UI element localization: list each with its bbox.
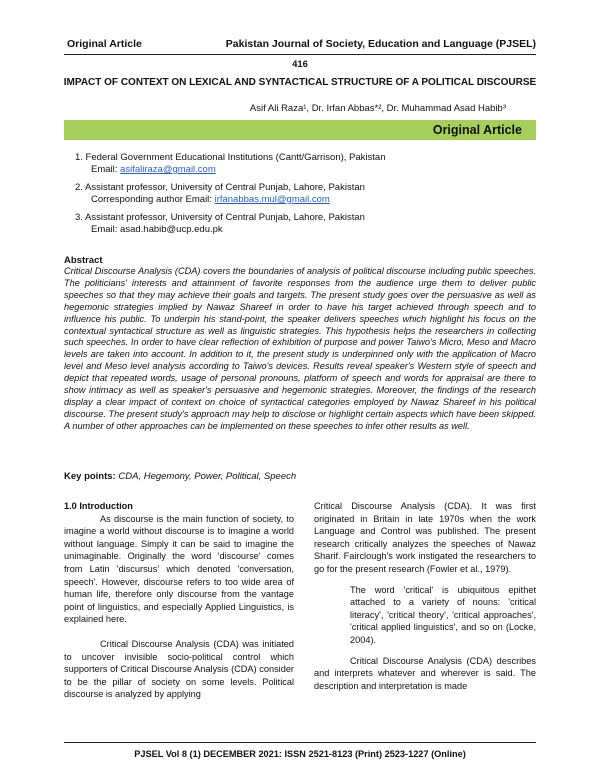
affiliation-text: 1. Federal Government Educational Institutions (Cantt/Garrison), Pakistan [75, 152, 386, 163]
author-list: Asif Ali Raza¹, Dr. Irfan Abbas*², Dr. Muhammad Asad Habib³ [249, 103, 506, 114]
block-quote: The word 'critical' is ubiquitous epithet attached to a variety of nouns: 'critical literacy', 'critical theory', 'critical approaches', 'critical applied linguistics', and so on (Locke, 2004). [350, 584, 536, 645]
running-header-left: Original Article [67, 38, 142, 50]
footer-rule [64, 742, 536, 743]
paragraph: Critical Discourse Analysis (CDA) describes and interprets whatever and wherever is said. The description and interpretation is made [314, 655, 536, 691]
paragraph: As discourse is the main function of society, to imagine a world without discourse is to imagine a world without language. Simply it can be said to imagine the unimaginable. Originally the word 'discourse' comes from Latin 'discursus' which denoted 'conversation, speech'. However, discourse refers to too wide area of human life, therefore only discourse from the vantage point of linguistics, and especially Applied Linguistics, is explained here. [64, 513, 294, 625]
header-rule [64, 54, 536, 55]
paragraph: Critical Discourse Analysis (CDA) was initiated to uncover invisible socio-political control which supporters of Critical Discourse Analysis (CDA) consider to be the pillar of society on some levels. Political discourse is analyzed by applying [64, 638, 294, 700]
section-heading: 1.0 Introduction [64, 501, 133, 511]
article-type-label: Original Article [432, 123, 522, 137]
affiliation-text: 3. Assistant professor, University of Central Punjab, Lahore, Pakistan [75, 212, 365, 223]
affiliation-1 [75, 152, 385, 176]
email-label: Email: [91, 164, 121, 175]
key-points-text: CDA, Hegemony, Power, Political, Speech [118, 471, 297, 482]
email-label: Email: [91, 224, 121, 235]
affiliation-3 [75, 212, 365, 236]
abstract-text: Critical Discourse Analysis (CDA) covers the boundaries of analysis of political discourse including public speeches. The politicians' interests and attainment of favorite responses from the audience urge them to deliver public speeches so that they may achieve their goals and targets. The present study goes over the persuasive as well as hegemonic strategies implied by Nawaz Shareef in order to have his target achieved through speech and to influence his public. To underpin his stand-point, the speaker delivers speeches which highlight his focus on the contextual syntactical structure as well as linguistic strategies. This hypothesis helps the researchers in collecting such speeches. In order to have clear reflection of exhibition of purpose and power Taiwo's Micro, Meso and Macro levels are taken into account. In addition to it, the present study is underpinned only with the application of Macro level and Meso level analysis according to Taiwo's devices. Results reveal speaker's Western style of speech and depict that repeated words, usage of personal pronouns, platform of speech and words for appraisal are there to show intimacy as well as speaker's persuasive and hegemonic strategies. Moreover, the findings of the research display a clear impact of context on choice of syntactical categories employed by Nawaz Shareef in his political discourse. The present study's approach may help to disclose or highlight certain aspects which have been skipped. A number of other approaches can be implemented on these speeches to infer other results as well. [64, 266, 536, 431]
article-type-banner [64, 120, 536, 140]
body-right-column [314, 500, 536, 692]
paper-title: IMPACT OF CONTEXT ON LEXICAL AND SYNTACTICAL STRUCTURE OF A POLITICAL DISCOURSE [63, 77, 537, 88]
body-left-column [64, 500, 294, 701]
author-email: asad.habib@ucp.edu.pk [120, 224, 223, 235]
abstract-heading: Abstract [64, 255, 103, 266]
affiliation-2 [75, 182, 365, 206]
key-points-label: Key points: [64, 471, 116, 482]
page-number: 416 [292, 59, 308, 70]
author-email-link[interactable]: asifaliraza@gmail.com [120, 164, 216, 175]
paragraph: Critical Discourse Analysis (CDA). It was first originated in Britain in late 1970s when the work Language and Control was published. The present research critically analyzes the speeches of Nawaz Sharif. Fairclough's work instigated the researchers to go for the present research (Fowler et al., 1979). [314, 501, 536, 574]
affiliation-text: 2. Assistant professor, University of Central Punjab, Lahore, Pakistan [75, 182, 365, 193]
page-footer: PJSEL Vol 8 (1) DECEMBER 2021: ISSN 2521-8123 (Print) 2523-1227 (Online) [134, 749, 466, 759]
email-label: Corresponding author Email: [91, 194, 215, 205]
key-points [64, 471, 296, 482]
running-header-journal: Pakistan Journal of Society, Education and Language (PJSEL) [225, 38, 536, 50]
corresponding-email-link[interactable]: irfanabbas.mul@gmail.com [214, 194, 330, 205]
